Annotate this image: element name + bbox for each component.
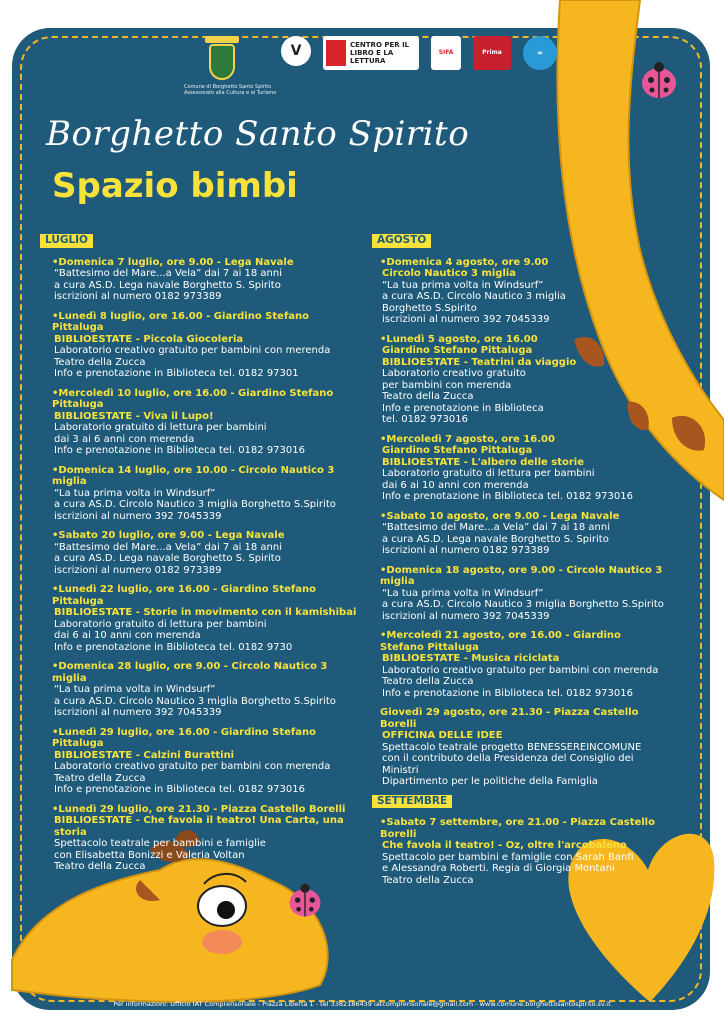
event-item xyxy=(40,584,358,653)
event-detail-line: dai 3 ai 6 anni con merenda xyxy=(54,433,195,445)
event-item xyxy=(40,257,358,303)
event-detail-line: Teatro della Zucca xyxy=(54,772,146,784)
event-detail-line: a cura AS.D. Circolo Nautico 3 miglia Borghetto S.Spirito xyxy=(382,599,664,610)
event-heading: •Lunedì 5 agosto, ore 16.00 xyxy=(380,333,538,345)
event-detail-line: e Alessandra Roberti. Regia di Giorgia Montani xyxy=(382,863,615,874)
event-detail-line: Laboratorio gratuito di lettura per bambini xyxy=(54,618,267,630)
event-subtitle: OFFICINA DELLE IDEE xyxy=(382,730,503,741)
event-detail-line: Info e prenotazione in Biblioteca tel. 0182 973016 xyxy=(382,491,633,502)
event-detail-line: Teatro della Zucca xyxy=(54,861,146,872)
v-logo-icon: V xyxy=(281,36,311,66)
event-detail-line: Laboratorio creativo gratuito xyxy=(382,368,526,379)
event-heading: •Lunedì 22 luglio, ore 16.00 - Giardino Stefano Pittaluga xyxy=(52,584,316,607)
event-item xyxy=(372,630,668,699)
event-subtitle: BIBLIOESTATE - Viva il Lupo! xyxy=(54,410,214,422)
event-detail-line: “La tua prima volta in Windsurf” xyxy=(382,279,544,291)
event-detail-line: a cura AS.D. Lega navale Borghetto S. Spirito xyxy=(54,553,281,564)
event-detail-line: Info e prenotazione in Biblioteca tel. 0182 973016 xyxy=(54,445,305,456)
event-detail-line: dai 6 ai 10 anni con merenda xyxy=(382,479,529,491)
event-detail-line: a cura AS.D. Lega navale Borghetto S. Spirito xyxy=(54,279,281,291)
event-subtitle: BIBLIOESTATE - Musica riciclata xyxy=(382,653,560,664)
event-heading: •Mercoledì 10 luglio, ore 16.00 - Giardino Stefano Pittaluga xyxy=(52,387,334,410)
event-item xyxy=(40,465,358,523)
ladybug-icon xyxy=(636,58,682,104)
sponsor-logos xyxy=(205,36,557,84)
event-heading: •Domenica 14 luglio, ore 10.00 - Circolo Nautico 3 miglia xyxy=(52,464,335,487)
event-location: Circolo Nautico 3 miglia xyxy=(382,268,517,279)
event-detail-line: tel. 0182 973016 xyxy=(382,414,469,425)
event-item xyxy=(40,388,358,457)
event-detail-line: Spettacolo teatrale progetto BENESSEREINCOMUNE xyxy=(382,741,642,753)
comune-crest-icon xyxy=(205,36,239,80)
event-heading: •Domenica 4 agosto, ore 9.00 xyxy=(380,256,549,268)
event-detail-line: iscrizioni al numero 392 7045339 xyxy=(54,510,222,522)
ladybug-icon xyxy=(284,880,326,922)
event-detail-line: Dipartimento per le politiche della Famiglia xyxy=(382,776,598,787)
event-detail-line: Info e prenotazione in Biblioteca tel. 0182 97301 xyxy=(54,368,299,379)
event-detail-line: a cura AS.D. Circolo Nautico 3 miglia xyxy=(382,291,566,302)
event-subtitle: BIBLIOESTATE - Calzini Burattini xyxy=(54,749,235,761)
event-detail-line: iscrizioni al numero 0182 973389 xyxy=(54,564,222,576)
event-heading: •Domenica 18 agosto, ore 9.00 - Circolo Nautico 3 miglia xyxy=(380,564,663,587)
event-item xyxy=(372,817,668,886)
event-subtitle: Che favola il teatro! - Oz, oltre l'arcobaleno xyxy=(382,840,627,851)
event-detail-line: “La tua prima volta in Windsurf” xyxy=(54,487,216,499)
event-detail-line: a cura AS.D. Circolo Nautico 3 miglia Borghetto S.Spirito xyxy=(54,499,336,510)
event-heading: •Sabato 10 agosto, ore 9.00 - Lega Navale xyxy=(380,510,620,522)
event-detail-line: Teatro della Zucca xyxy=(382,391,474,402)
event-detail-line: a cura AS.D. Circolo Nautico 3 miglia Borghetto S.Spirito xyxy=(54,695,336,707)
event-subtitle: BIBLIOESTATE - Teatrini da viaggio xyxy=(382,356,577,368)
event-detail-line: Info e prenotazione in Biblioteca tel. 0182 973016 xyxy=(54,784,305,795)
event-detail-line: a cura AS.D. Lega navale Borghetto S. Spirito xyxy=(382,533,609,545)
footer-info: Per informazioni: Ufficio IAT Comprensoriale - Piazza Libertà 1 - tel 3382186439 iatcomprensoriale@gmail.com - www.comune.borghettosantospirito.sv.it xyxy=(113,1000,611,1008)
event-subtitle: BIBLIOESTATE - Storie in movimento con il kamishibai xyxy=(54,607,357,618)
event-location: Giardino Stefano Pittaluga xyxy=(382,345,533,356)
event-detail-line: Teatro della Zucca xyxy=(382,676,474,687)
event-detail-line: Laboratorio gratuito di lettura per bambini xyxy=(54,422,267,433)
event-detail-line: “Battesimo del Mare...a Vela” dai 7 ai 18 anni xyxy=(382,522,611,533)
event-detail-line: Laboratorio creativo gratuito per bambini con merenda xyxy=(54,761,331,772)
event-detail-line: iscrizioni al numero 392 7045339 xyxy=(382,610,550,622)
event-detail-line: Borghetto S.Spirito xyxy=(382,302,477,314)
event-detail-line: iscrizioni al numero 392 7045339 xyxy=(54,707,222,718)
event-heading: •Mercoledì 7 agosto, ore 16.00 xyxy=(380,433,555,445)
event-heading: •Sabato 7 settembre, ore 21.00 - Piazza Castello Borelli xyxy=(380,817,655,840)
event-heading: •Domenica 28 luglio, ore 9.00 - Circolo Nautico 3 miglia xyxy=(52,661,328,684)
event-heading: •Lunedì 29 luglio, ore 21.30 - Piazza Castello Borelli xyxy=(52,803,346,815)
sifa-logo: SIFA xyxy=(431,36,461,70)
event-detail-line: con il contributo della Presidenza del Consiglio dei Ministri xyxy=(382,753,634,776)
event-detail-line: per bambini con merenda xyxy=(382,379,512,391)
event-detail-line: Spettacolo teatrale per bambini e famiglie xyxy=(54,838,266,849)
event-item xyxy=(40,727,358,796)
event-detail-line: dai 6 ai 10 anni con merenda xyxy=(54,630,201,641)
event-item xyxy=(372,511,668,557)
event-item xyxy=(372,257,668,326)
event-heading: •Domenica 7 luglio, ore 9.00 - Lega Navale xyxy=(52,256,294,268)
event-item xyxy=(372,707,668,788)
event-detail-line: Laboratorio gratuito di lettura per bambini xyxy=(382,468,595,479)
section-label-luglio: LUGLIO xyxy=(40,234,93,248)
centro-libro-logo: CENTRO PER IL LIBRO E LA LETTURA xyxy=(323,36,419,70)
comune-caption: Comune di Borghetto Santo Spirito Assessorato alla Cultura e al Turismo xyxy=(184,84,277,96)
july-column xyxy=(40,234,358,881)
event-detail-line: iscrizioni al numero 0182 973389 xyxy=(382,545,550,556)
event-location: Giardino Stefano Pittaluga xyxy=(382,445,533,456)
event-detail-line: iscrizioni al numero 392 7045339 xyxy=(382,314,550,325)
event-detail-line: con Elisabetta Bonizzi e Valeria Voltan xyxy=(54,849,245,861)
event-heading: •Mercoledì 21 agosto, ore 16.00 - Giardino Stefano Pittaluga xyxy=(380,630,621,653)
event-heading: •Lunedì 29 luglio, ore 16.00 - Giardino Stefano Pittaluga xyxy=(52,726,316,749)
event-detail-line: Laboratorio creativo gratuito per bambini con merenda xyxy=(54,345,331,356)
event-item xyxy=(40,804,358,873)
event-subtitle: BIBLIOESTATE - L'albero delle storie xyxy=(382,456,585,468)
event-detail-line: “La tua prima volta in Windsurf” xyxy=(382,587,544,599)
event-detail-line: “Battesimo del Mare...a Vela” dai 7 ai 18 anni xyxy=(54,541,283,553)
event-detail-line: Info e prenotazione in Biblioteca xyxy=(382,402,544,414)
event-detail-line: Teatro della Zucca xyxy=(382,874,474,886)
event-heading: Giovedì 29 agosto, ore 21.30 - Piazza Castello Borelli xyxy=(380,707,639,730)
event-item xyxy=(40,311,358,380)
event-detail-line: “La tua prima volta in Windsurf” xyxy=(54,684,216,695)
event-detail-line: Teatro della Zucca xyxy=(54,356,146,368)
event-detail-line: Laboratorio creativo gratuito per bambini con merenda xyxy=(382,664,659,676)
event-item xyxy=(372,434,668,503)
event-subtitle: BIBLIOESTATE - Che favola il teatro! Una Carta, una storia xyxy=(54,815,344,838)
event-item xyxy=(372,334,668,426)
event-subtitle: BIBLIOESTATE - Piccola Giocoleria xyxy=(54,333,244,345)
section-label-agosto: AGOSTO xyxy=(372,234,431,248)
section-label-settembre: SETTEMBRE xyxy=(372,795,452,809)
event-detail-line: “Battesimo del Mare...a Vela” dai 7 ai 18 anni xyxy=(54,268,283,279)
event-detail-line: Info e prenotazione in Biblioteca tel. 0182 9730 xyxy=(54,641,293,653)
event-item xyxy=(40,530,358,576)
prima-logo: Prima xyxy=(473,36,511,70)
page-title: Spazio bimbi xyxy=(52,166,298,206)
august-column xyxy=(372,234,668,894)
event-detail-line: iscrizioni al numero 0182 973389 xyxy=(54,291,222,302)
footer-contacts: Biblioteca Civica tel. 0182 973.016 - biblioteca@comune.borghettosantospirito.sv.it - www.sistemabibliotecariovallevaratella.it - Facebook: sistemabibliotecariovalvaratella xyxy=(83,1010,641,1018)
event-heading: •Lunedì 8 luglio, ore 16.00 - Giardino Stefano Pittaluga xyxy=(52,310,310,333)
flag-logo-icon: ≈ xyxy=(523,36,557,70)
event-item xyxy=(372,565,668,623)
event-detail-line: Info e prenotazione in Biblioteca tel. 0182 973016 xyxy=(382,687,633,699)
town-title: Borghetto Santo Spirito xyxy=(46,114,470,154)
event-heading: •Sabato 20 luglio, ore 9.00 - Lega Navale xyxy=(52,530,285,541)
event-item xyxy=(40,661,358,719)
event-detail-line: Spettacolo per bambini e famiglie con Sarah Banfi xyxy=(382,851,634,863)
